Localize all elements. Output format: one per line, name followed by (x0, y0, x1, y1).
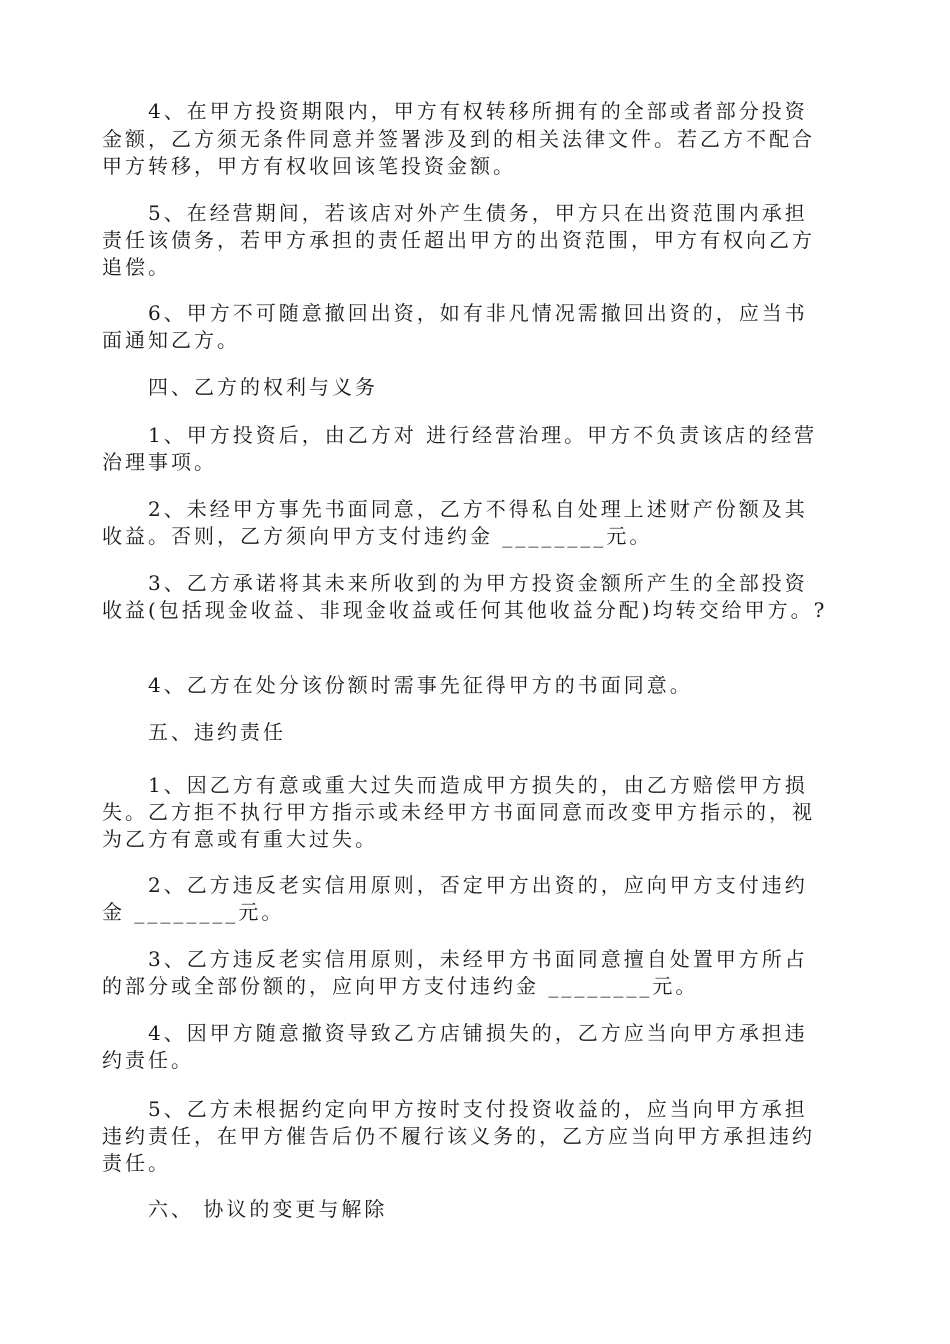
clause-b1-line-2: 治理事项。 (102, 450, 217, 474)
clause-a4-line-2: 金额，乙方须无条件同意并签署涉及到的相关法律文件。若乙方不配合 (102, 127, 815, 151)
clause-b2-line-2: 收益。否则，乙方须向甲方支付违约金 ________元。 (102, 524, 653, 548)
clause-b2-line-1: 2、未经甲方事先书面同意，乙方不得私自处理上述财产份额及其 (148, 497, 808, 521)
clause-c4-line-1: 4、因甲方随意撤资导致乙方店铺损失的，乙方应当向甲方承担违 (148, 1021, 808, 1045)
clause-a5-line-1: 5、在经营期间，若该店对外产生债务，甲方只在出资范围内承担 (148, 201, 808, 225)
clause-b1-line-1: 1、甲方投资后，由乙方对 进行经营治理。甲方不负责该店的经营 (148, 423, 818, 447)
clause-a4-line-1: 4、在甲方投资期限内，甲方有权转移所拥有的全部或者部分投资 (148, 99, 808, 123)
clause-c3-line-1: 3、乙方违反老实信用原则，未经甲方书面同意擅自处置甲方所占 (148, 947, 808, 971)
section-heading-6: 六、 协议的变更与解除 (148, 1197, 388, 1221)
clause-c1-line-3: 为乙方有意或有重大过失。 (102, 827, 378, 851)
clause-c2-line-2: 金 ________元。 (102, 900, 285, 924)
clause-c1-line-2: 失。乙方拒不执行甲方指示或未经甲方书面同意而改变甲方指示的，视 (102, 800, 815, 824)
clause-b3-line-2: 收益(包括现金收益、非现金收益或任何其他收益分配)均转交给甲方。? (102, 598, 828, 622)
section-heading-5: 五、违约责任 (148, 720, 286, 744)
clause-a6-line-1: 6、甲方不可随意撤回出资，如有非凡情况需撤回出资的，应当书 (148, 301, 808, 325)
section-heading-4: 四、乙方的权利与义务 (148, 375, 378, 399)
clause-c5-line-1: 5、乙方未根据约定向甲方按时支付投资收益的，应当向甲方承担 (148, 1097, 808, 1121)
clause-c4-line-2: 约责任。 (102, 1048, 194, 1072)
clause-b4-line-1: 4、乙方在处分该份额时需事先征得甲方的书面同意。 (148, 673, 693, 697)
clause-a4-line-3: 甲方转移，甲方有权收回该笔投资金额。 (102, 154, 516, 178)
clause-b3-line-1: 3、乙方承诺将其未来所收到的为甲方投资金额所产生的全部投资 (148, 571, 808, 595)
clause-c2-line-1: 2、乙方违反老实信用原则，否定甲方出资的，应向甲方支付违约 (148, 873, 808, 897)
clause-c3-line-2: 的部分或全部份额的，应向甲方支付违约金 ________元。 (102, 974, 699, 998)
clause-c1-line-1: 1、因乙方有意或重大过失而造成甲方损失的，由乙方赔偿甲方损 (148, 773, 808, 797)
clause-c5-line-3: 责任。 (102, 1151, 171, 1175)
clause-a5-line-3: 追偿。 (102, 255, 171, 279)
clause-a5-line-2: 责任该债务，若甲方承担的责任超出甲方的出资范围，甲方有权向乙方 (102, 228, 815, 252)
clause-a6-line-2: 面通知乙方。 (102, 328, 240, 352)
clause-c5-line-2: 违约责任，在甲方催告后仍不履行该义务的，乙方应当向甲方承担违约 (102, 1124, 815, 1148)
